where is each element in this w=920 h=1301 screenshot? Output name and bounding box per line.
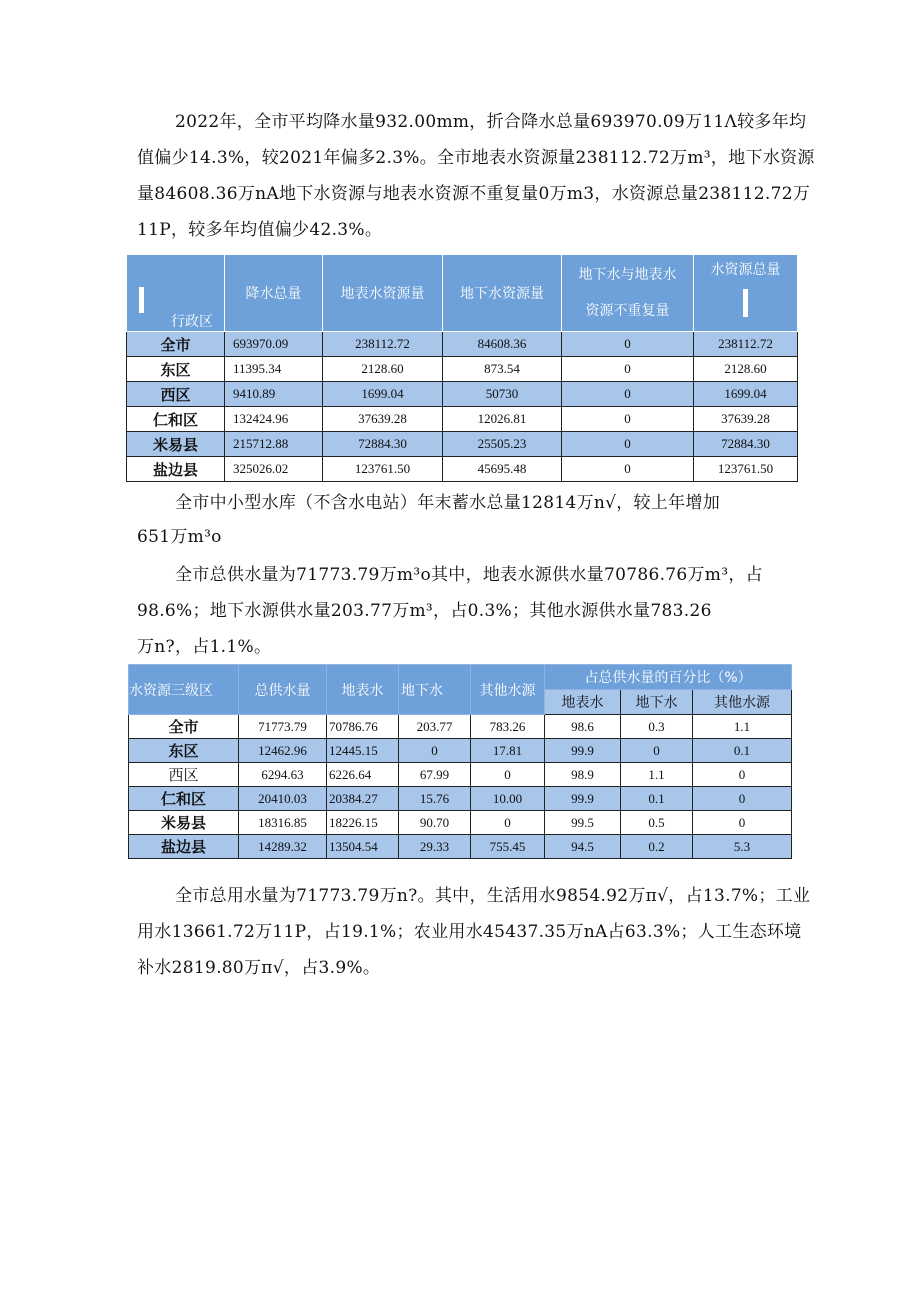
header-surface: 地表水 [327, 665, 399, 715]
header-pct-surface: 地表水 [545, 690, 621, 715]
table-row: 盐边县 325026.02 123761.50 45695.48 0 123761.50 [127, 457, 798, 482]
table-row: 仁和区 20410.03 20384.27 15.76 10.00 99.9 0.1 0 [129, 787, 792, 811]
header-pct-ground: 地下水 [621, 690, 693, 715]
header-ground: 地下水 [399, 665, 471, 715]
header-region: 水资源三级区 [129, 665, 239, 715]
table-row: 东区 12462.96 12445.15 0 17.81 99.9 0 0.1 [129, 739, 792, 763]
table-header-row [129, 665, 792, 690]
table-row: 东区 11395.34 2128.60 873.54 0 2128.60 [127, 357, 798, 382]
table-row: 全市 71773.79 70786.76 203.77 783.26 98.6 0.3 1.1 [129, 715, 792, 739]
header-pct-other: 其他水源 [693, 690, 792, 715]
table-row: 西区 9410.89 1699.04 50730 0 1699.04 [127, 382, 798, 407]
paragraph-precipitation: 2022年，全市平均降水量932.00mm，折合降水总量693970.09万11Λ较多年均值偏少14.3%，较2021年偏多2.3%。全市地表水资源量238112.72万m³，地下水资源量84608.36万nA地下水资源与地表水资源不重复量0万m3，水资源总量238112.72万11P，较多年均值偏少42.3%。 [137, 112, 815, 240]
table-row: 仁和区 132424.96 37639.28 12026.81 0 37639.28 [127, 407, 798, 432]
paragraph-reservoir-line1: 全市中小型水库（不含水电站）年末蓄水总量12814万n√，较上年增加 [175, 493, 721, 513]
header-percentage-group: 占总供水量的百分比（%） [545, 665, 792, 690]
paragraph-water-use: 全市总用水量为71773.79万n?。其中，生活用水9854.92万π√，占13.7%；工业用水13661.72万11P，占19.1%；农业用水45437.35万nA占63.3%；人工生态环境补水2819.80万π√，占3.9%。 [137, 886, 811, 978]
paragraph-supply-line3: 万n?，占1.1%。 [137, 637, 272, 657]
marker-bar [139, 287, 144, 313]
header-groundwater: 地下水资源量 [443, 255, 562, 332]
header-non-repeat: 地下水与地表水资源不重复量 [562, 255, 694, 332]
header-region: 行政区 [127, 255, 225, 332]
table-row: 米易县 215712.88 72884.30 25505.23 0 72884.30 [127, 432, 798, 457]
header-other: 其他水源 [471, 665, 545, 715]
paragraph-supply-line1: 全市总供水量为71773.79万m³o其中，地表水源供水量70786.76万m³，占 [175, 565, 763, 585]
table-row: 盐边县 14289.32 13504.54 29.33 755.45 94.5 0.2 5.3 [129, 835, 792, 859]
table-row: 全市 693970.09 238112.72 84608.36 0 238112.72 [127, 332, 798, 357]
paragraph-supply-line2: 98.6%；地下水源供水量203.77万m³，占0.3%；其他水源供水量783.26 [137, 601, 712, 621]
paragraph-reservoir-line2: 651万m³o [137, 527, 222, 547]
table-row: 米易县 18316.85 18226.15 90.70 0 99.5 0.5 0 [129, 811, 792, 835]
water-resources-table [126, 255, 798, 482]
header-total: 水资源总量 [694, 255, 798, 332]
table-header-row [127, 255, 798, 332]
table-row: 西区 6294.63 6226.64 67.99 0 98.9 1.1 0 [129, 763, 792, 787]
header-total-supply: 总供水量 [239, 665, 327, 715]
header-surface-water: 地表水资源量 [323, 255, 443, 332]
marker-bar [743, 289, 748, 317]
header-precipitation: 降水总量 [225, 255, 323, 332]
water-supply-table [128, 664, 792, 859]
